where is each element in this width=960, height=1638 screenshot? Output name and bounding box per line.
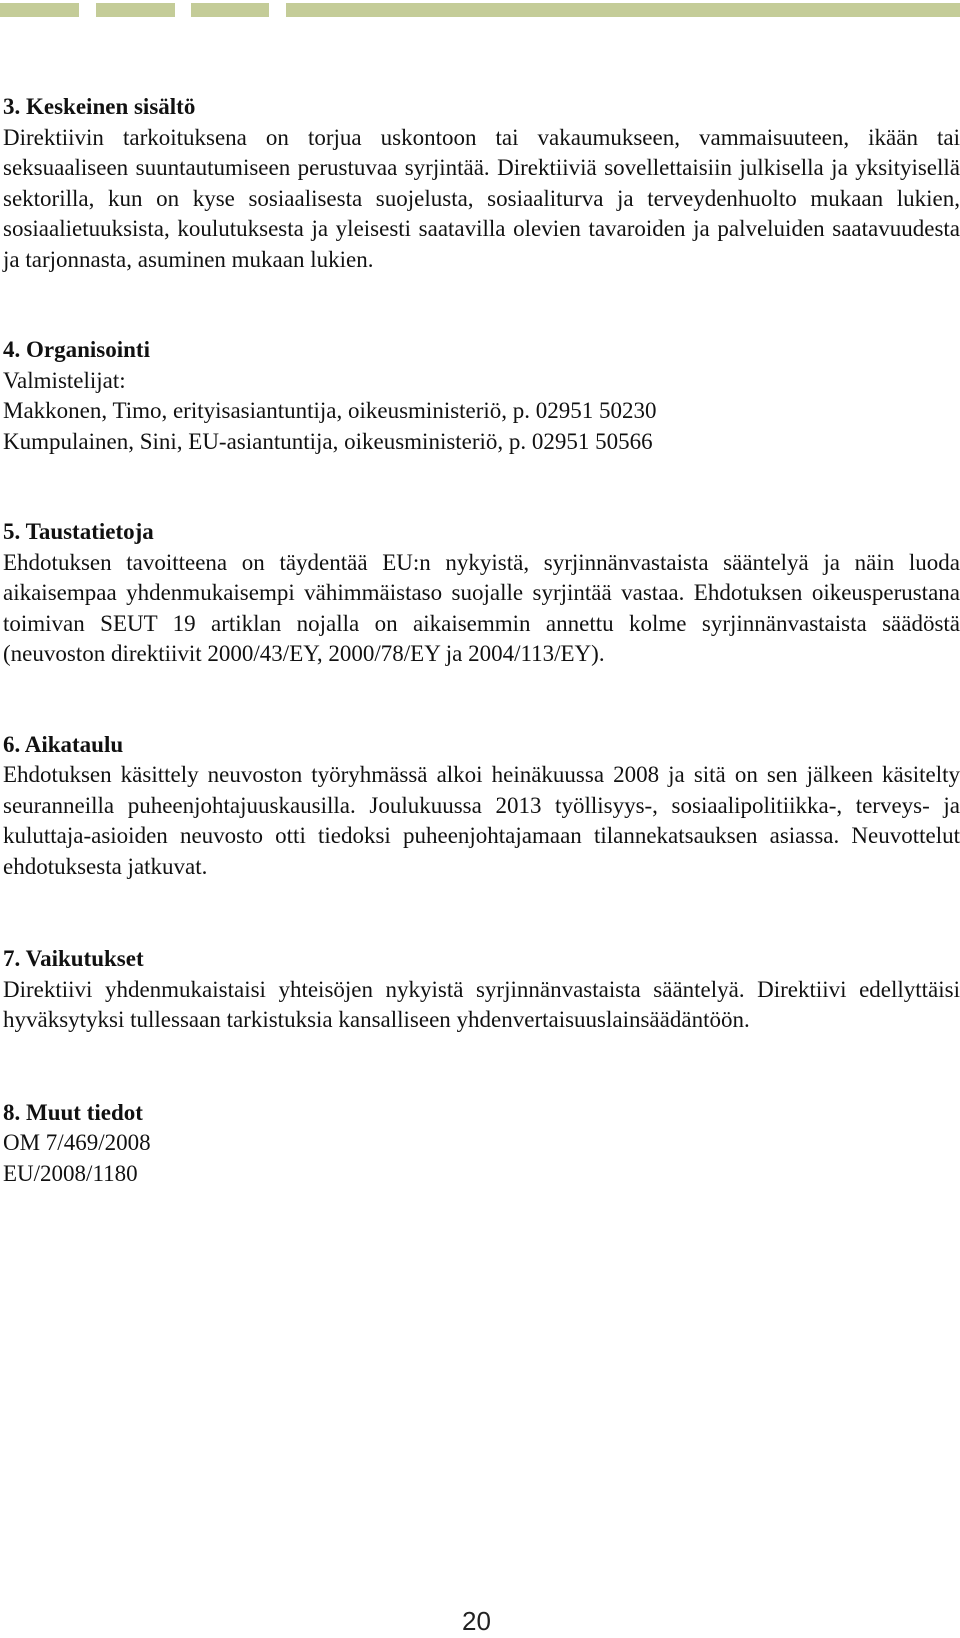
- section-muut-tiedot: [3, 1098, 960, 1190]
- section-organisointi: [3, 335, 960, 457]
- section-heading: 8. Muut tiedot: [3, 1099, 143, 1125]
- top-bar-segment: [286, 3, 960, 17]
- section-text: Direktiivin tarkoituksena on torjua uskontoon tai vakaumukseen, vammaisuuteen, ikään tai seksuaaliseen suuntautumiseen perustuvaa syrjintää. Direktiiviä sovellettaisiin julkisella ja yksityisellä sektorilla, kun on kyse sosiaalisesta suojelusta, sosiaaliturva ja terveydenhuolto mukaan lukien, sosiaalietuuksista, koulutuksesta ja yleisesti saatavilla olevien tavaroiden ja palveluiden saatavuudesta ja tarjonnasta, asuminen mukaan lukien.: [3, 124, 960, 272]
- section-taustatietoja: [3, 517, 960, 670]
- top-decorative-bar: [0, 3, 960, 17]
- top-bar-segment: [0, 3, 79, 17]
- document-body: [3, 92, 960, 1189]
- spacer: [3, 457, 960, 517]
- section-heading: 6. Aikataulu: [3, 731, 124, 757]
- top-bar-segment: [96, 3, 175, 17]
- page-number: 20: [462, 1606, 491, 1636]
- section-heading: 5. Taustatietoja: [3, 519, 154, 544]
- section-heading: 7. Vaikutukset: [3, 946, 144, 971]
- section-heading: 3. Keskeinen sisältö: [3, 94, 196, 119]
- section-aikataulu: [3, 730, 960, 883]
- section-text: Direktiivi yhdenmukaistaisi yhteisöjen nykyistä syrjinnänvastaista sääntelyä. Direktiivi edellyttäisi hyväksytyksi tullessaan tarkistuksia kansalliseen yhdenvertaisuuslainsäädäntöön.: [3, 976, 960, 1032]
- top-bar-segment: [191, 3, 269, 17]
- spacer: [3, 275, 960, 335]
- section-keskeinen-sisalto: [3, 92, 960, 275]
- preparer-entry: Kumpulainen, Sini, EU-asiantuntija, oikeusministeriö, p. 02951 50566: [3, 428, 653, 454]
- section-heading: 4. Organisointi: [3, 337, 150, 362]
- section-text: Ehdotuksen käsittely neuvoston työryhmässä alkoi heinäkuussa 2008 ja sitä on sen jälkeen käsitelty seuranneilla puheenjohtajuuskausilla. Joulukuussa 2013 työllisyys-, sosiaalipolitiikka-, terveys- ja kuluttaja-asioiden neuvosto otti tiedoksi puheenjohtajamaan tilannekatsauksen asiassa. Neuvottelut ehdotuksesta jatkuvat.: [3, 762, 960, 879]
- section-vaikutukset: [3, 944, 960, 1036]
- reference-number: EU/2008/1180: [3, 1160, 138, 1186]
- reference-number: OM 7/469/2008: [3, 1130, 151, 1155]
- preparer-entry: Makkonen, Timo, erityisasiantuntija, oikeusministeriö, p. 02951 50230: [3, 398, 657, 423]
- spacer: [3, 882, 960, 944]
- section-text: Ehdotuksen tavoitteena on täydentää EU:n nykyistä, syrjinnänvastaista sääntelyä ja näin luoda aikaisempaa yhdenmukaisempi vähimmäistaso suojalle syrjintää vastaa. Ehdotuksen oikeusperustana toimivan SEUT 19 artiklan nojalla on aikaisemmin annettu kolme syrjinnänvastaista säädöstä (neuvoston direktiivit 2000/43/EY, 2000/78/EY ja 2004/113/EY).: [3, 549, 960, 666]
- preparers-label: Valmistelijat:: [3, 367, 126, 393]
- spacer: [3, 670, 960, 730]
- spacer: [3, 1036, 960, 1098]
